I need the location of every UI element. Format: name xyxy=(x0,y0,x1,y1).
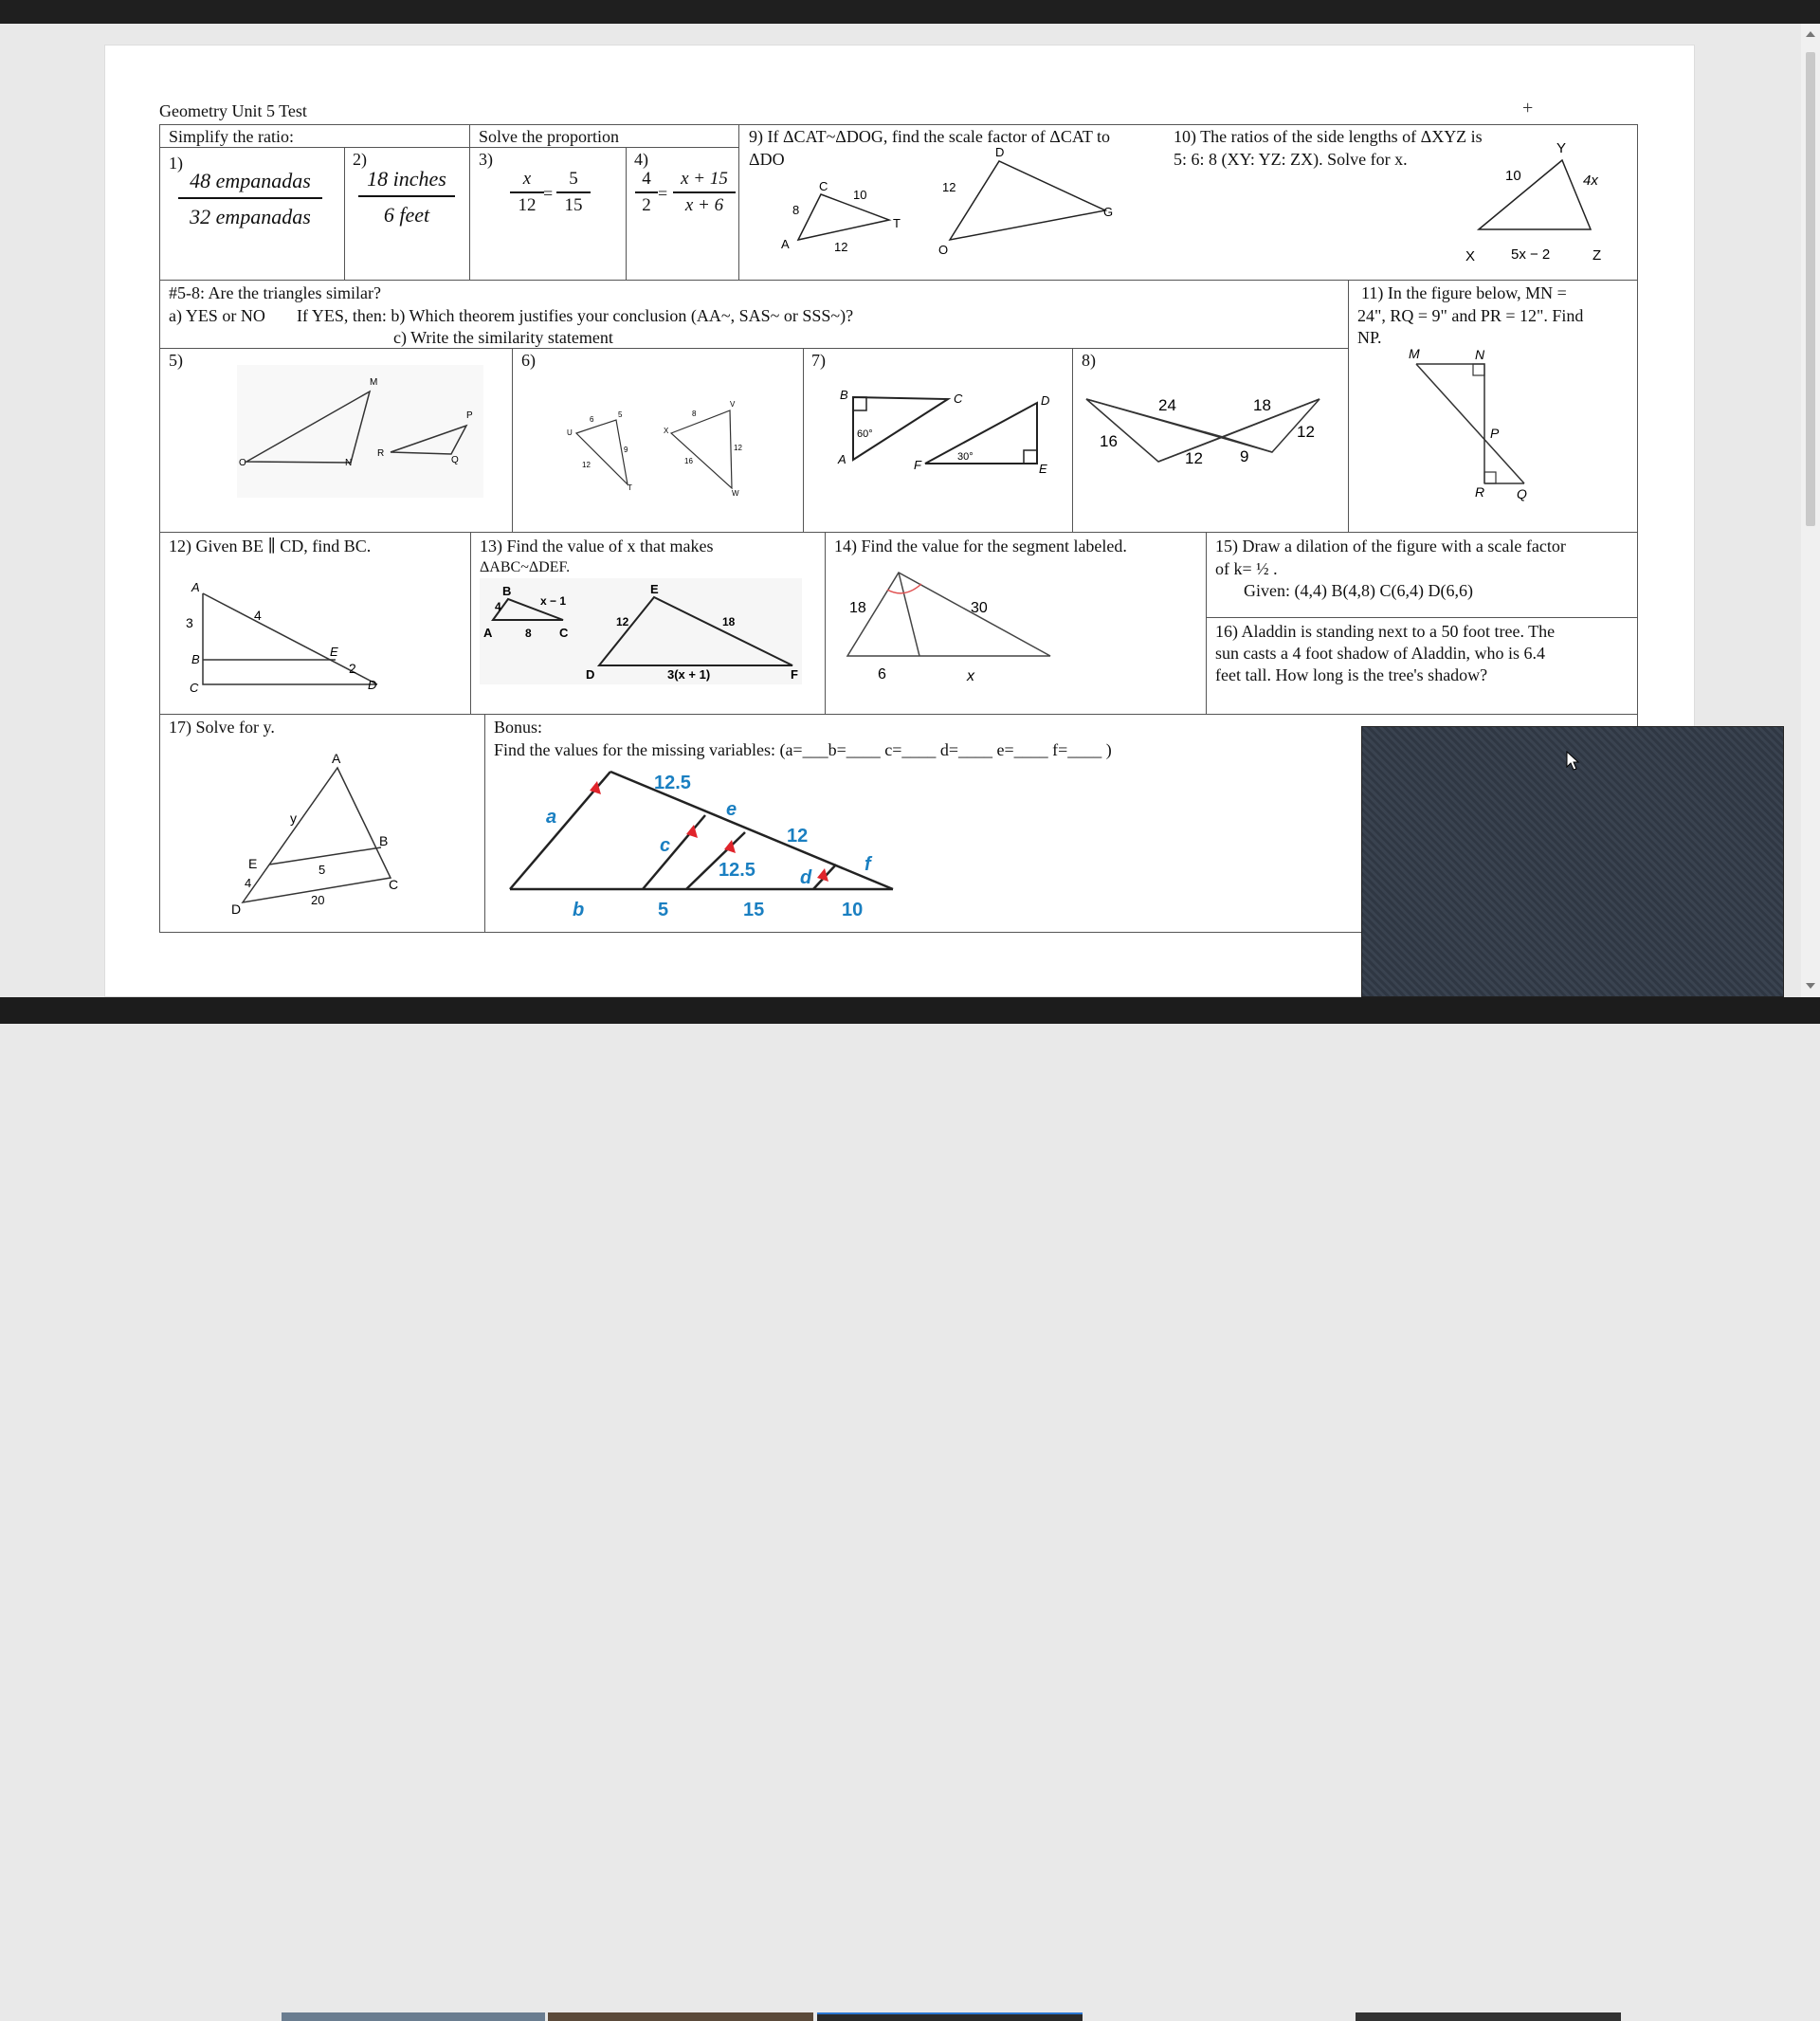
q14-label-6: 6 xyxy=(878,666,886,683)
bonus-value-125b: 12.5 xyxy=(719,860,755,881)
vertical-scrollbar[interactable] xyxy=(1801,24,1820,997)
taskbar-thumbnail-1[interactable] xyxy=(282,2012,545,2021)
simplify-header: Simplify the ratio: xyxy=(169,127,294,146)
q3-right-den: 15 xyxy=(564,195,583,215)
q7-label-b: B xyxy=(840,388,848,402)
q10-label-4x: 4x xyxy=(1583,173,1598,189)
bonus-parallel1 xyxy=(643,815,705,889)
q6-label-u: U xyxy=(567,428,573,437)
q4-left-num: 4 xyxy=(635,169,658,193)
q10-label-z: Z xyxy=(1592,247,1602,264)
taskbar-thumbnail-3[interactable] xyxy=(817,2012,1083,2021)
q17-label-4: 4 xyxy=(245,876,252,890)
q13-text-line2: ΔABC~ΔDEF. xyxy=(480,559,571,575)
q4-equals: = xyxy=(658,184,668,203)
q3-left-den: 12 xyxy=(518,195,537,215)
q6-label-8: 8 xyxy=(692,410,697,418)
q17-figure xyxy=(228,749,417,919)
q3-left-num: x xyxy=(510,169,544,193)
q9-label-12b: 12 xyxy=(942,180,956,194)
q1-number: 1) xyxy=(169,154,183,173)
q4-right-fraction xyxy=(673,169,736,216)
q12-text: 12) Given BE ∥ CD, find BC. xyxy=(169,537,372,555)
q5-label-m: M xyxy=(370,377,378,388)
q13-label-f: F xyxy=(791,667,798,682)
document-title: Geometry Unit 5 Test xyxy=(159,101,307,120)
q5-number: 5) xyxy=(169,351,183,370)
q10-text-line2: 5: 6: 8 (XY: YZ: ZX). Solve for x. xyxy=(1174,150,1408,169)
q12-label-c: C xyxy=(190,681,199,695)
q7-label-f: F xyxy=(914,458,921,472)
q16-text-line2: sun casts a 4 foot shadow of Aladdin, who is 6.4 xyxy=(1215,644,1545,663)
q13-figure xyxy=(480,578,802,684)
row2-header-line1: #5-8: Are the triangles similar? xyxy=(169,283,381,302)
q8-label-12b: 12 xyxy=(1297,423,1315,441)
q5-triangles-figure xyxy=(237,365,483,498)
triangle-ut xyxy=(576,420,628,484)
q13-label-base: 3(x + 1) xyxy=(667,667,711,682)
bonus-value-15: 15 xyxy=(743,900,765,920)
q5-label-o: O xyxy=(239,458,246,468)
q12-label-4: 4 xyxy=(254,608,262,623)
q12-label-2: 2 xyxy=(349,661,356,676)
row2-header-line3: c) Write the similarity statement xyxy=(393,328,613,347)
scrollbar-thumb[interactable] xyxy=(1806,52,1815,526)
q2-ratio xyxy=(358,167,455,228)
q3-cell xyxy=(470,148,627,282)
q10-text-line1: 10) The ratios of the side lengths of ΔXYZ is xyxy=(1174,127,1483,146)
q17-label-a: A xyxy=(332,751,341,766)
q12-figure xyxy=(178,574,387,698)
q11-text-line1: 11) In the figure below, MN = xyxy=(1361,283,1567,302)
q6-label-w: W xyxy=(732,489,739,498)
q8-triangles-figure xyxy=(1083,384,1338,488)
taskbar-thumbnail-4[interactable] xyxy=(1356,2012,1621,2021)
taskbar-thumbnail-2[interactable] xyxy=(548,2012,813,2021)
q6-label-v: V xyxy=(730,400,736,409)
q9-label-a: A xyxy=(781,237,790,251)
bonus-label-c: c xyxy=(660,835,671,856)
q13-label-b: B xyxy=(502,584,512,598)
q17-triangle xyxy=(243,768,391,902)
q10-label-y: Y xyxy=(1556,140,1567,156)
q9-label-d: D xyxy=(995,145,1005,159)
q8-label-12: 12 xyxy=(1185,449,1203,467)
bonus-value-12: 12 xyxy=(787,826,809,847)
q7-label-c: C xyxy=(954,391,963,406)
q11-label-r: R xyxy=(1475,484,1485,500)
q6-label-6: 6 xyxy=(590,415,594,424)
q13-label-a: A xyxy=(483,626,493,640)
q1-denominator: 32 empanadas xyxy=(190,205,311,228)
q9-text-line2: ΔDO xyxy=(749,150,785,169)
triangle-dog xyxy=(950,161,1105,240)
bonus-text: Find the values for the missing variables: (a=___b=____ c=____ d=____ e=____ f=____ ) xyxy=(494,740,1112,759)
q12-label-e: E xyxy=(330,645,338,659)
q12-label-a: A xyxy=(191,580,200,594)
q3-left-fraction xyxy=(510,169,544,216)
bonus-title: Bonus: xyxy=(494,718,543,737)
q12-label-d: D xyxy=(368,678,377,692)
q7-label-a: A xyxy=(838,452,846,466)
q11-text-line3: NP. xyxy=(1357,328,1382,347)
q8-label-9: 9 xyxy=(1240,447,1249,465)
q9-label-8: 8 xyxy=(792,203,800,217)
q5-label-r: R xyxy=(377,448,385,459)
q7-label-e: E xyxy=(1039,462,1047,476)
q4-number: 4) xyxy=(634,150,648,169)
q7-triangles-figure xyxy=(834,384,1062,479)
q10-label-base: 5x − 2 xyxy=(1511,246,1551,263)
q11-figure xyxy=(1403,343,1536,504)
q14-label-30: 30 xyxy=(971,600,988,616)
q14-figure xyxy=(834,565,1062,688)
q16-text-line3: feet tall. How long is the tree's shadow? xyxy=(1215,665,1488,684)
q14-triangle xyxy=(847,573,1050,656)
q10-label-10: 10 xyxy=(1505,168,1521,184)
q3-right-num: 5 xyxy=(556,169,591,193)
q17-label-b: B xyxy=(379,833,389,848)
q11-label-m: M xyxy=(1409,346,1420,361)
bonus-figure xyxy=(502,766,910,927)
q11-text-line2: 24", RQ = 9" and PR = 12". Find xyxy=(1357,306,1584,325)
q17-label-d: D xyxy=(231,901,242,917)
q5-label-n: N xyxy=(345,458,353,468)
bonus-value-10: 10 xyxy=(842,900,864,920)
q15-text-line3: Given: (4,4) B(4,8) C(6,4) D(6,6) xyxy=(1244,581,1473,600)
q3-right-fraction xyxy=(556,169,591,216)
q1-numerator: 48 empanadas xyxy=(178,169,322,199)
add-icon[interactable]: + xyxy=(1522,98,1534,118)
q13-label-x1: x − 1 xyxy=(540,594,567,608)
q7-label-30: 30° xyxy=(957,451,974,463)
q5-label-q: Q xyxy=(451,455,459,465)
q14-label-x: x xyxy=(967,668,974,684)
bonus-label-b: b xyxy=(573,900,585,920)
q6-label-t: T xyxy=(628,483,632,492)
q2-numerator: 18 inches xyxy=(358,167,455,197)
q6-number: 6) xyxy=(521,351,536,370)
q7-label-60: 60° xyxy=(857,428,873,440)
q1-ratio xyxy=(178,169,322,229)
q13-text-line1: 13) Find the value of x that makes xyxy=(480,537,714,555)
bonus-label-a: a xyxy=(546,807,557,828)
q13-label-18: 18 xyxy=(722,615,736,628)
q9-triangles-figure xyxy=(775,142,1117,261)
q3-number: 3) xyxy=(479,150,493,169)
q17-label-e: E xyxy=(248,856,258,871)
q8-label-24: 24 xyxy=(1158,396,1176,414)
scroll-up-icon[interactable] xyxy=(1806,31,1815,37)
q11-label-n: N xyxy=(1475,347,1485,362)
q9-label-c: C xyxy=(819,179,828,193)
proportion-header: Solve the proportion xyxy=(479,127,619,146)
q4-right-den: x + 6 xyxy=(684,195,724,215)
q13-label-4: 4 xyxy=(495,600,501,613)
q17-label-y: y xyxy=(290,810,297,826)
q4-right-num: x + 15 xyxy=(673,169,736,193)
triangle-xyz xyxy=(1479,160,1591,229)
q17-text: 17) Solve for y. xyxy=(169,718,275,737)
q2-number: 2) xyxy=(353,150,367,169)
q9-label-t: T xyxy=(893,216,901,230)
bonus-value-5: 5 xyxy=(658,900,669,920)
q10-label-x: X xyxy=(1465,248,1476,264)
q6-label-x: X xyxy=(664,427,669,435)
q17-label-20: 20 xyxy=(311,893,325,907)
q15-text-line2: of k= ½ . xyxy=(1215,559,1278,578)
bonus-label-d: d xyxy=(800,867,812,888)
q16-text-line1: 16) Aladdin is standing next to a 50 foot tree. The xyxy=(1215,622,1556,641)
q5-label-p: P xyxy=(466,410,473,421)
q4-left-fraction xyxy=(635,169,658,216)
q17-label-c: C xyxy=(389,877,399,892)
q13-label-e: E xyxy=(650,582,659,596)
q8-label-18: 18 xyxy=(1253,396,1271,414)
mouse-cursor-icon xyxy=(1566,751,1581,772)
q11-lines xyxy=(1416,364,1484,483)
row2-header-line2b: If YES, then: b) Which theorem justifies your conclusion (AA~, SAS~ or SSS~)? xyxy=(297,306,854,325)
q13-label-12: 12 xyxy=(616,615,629,628)
triangle-cat xyxy=(798,194,889,240)
q9-label-12: 12 xyxy=(834,240,848,254)
q2-denominator: 6 feet xyxy=(383,203,430,227)
q8-label-16: 16 xyxy=(1100,432,1118,450)
q14-bisector xyxy=(899,573,919,656)
q12-label-3: 3 xyxy=(186,615,193,630)
q9-label-10: 10 xyxy=(853,188,867,202)
q9-label-o: O xyxy=(938,243,949,257)
row2-header-line2a: a) YES or NO xyxy=(169,306,265,325)
q7-number: 7) xyxy=(811,351,826,370)
q17-label-5: 5 xyxy=(318,863,326,877)
q10-triangle-figure xyxy=(1460,137,1630,270)
q9-label-g: G xyxy=(1103,205,1114,219)
q12-label-b: B xyxy=(191,652,200,666)
bonus-label-e: e xyxy=(726,799,737,820)
q6-label-12: 12 xyxy=(582,461,591,469)
q14-label-18: 18 xyxy=(849,600,866,616)
bonus-value-125a: 12.5 xyxy=(654,773,691,793)
q7-label-d: D xyxy=(1041,393,1050,408)
q8-number: 8) xyxy=(1082,351,1096,370)
q6-label-12b: 12 xyxy=(734,444,742,452)
q11-label-p: P xyxy=(1490,426,1500,441)
q13-label-8: 8 xyxy=(525,627,532,640)
q9-text-line1: 9) If ΔCAT~ΔDOG, find the scale factor of ΔCAT to xyxy=(749,127,1111,146)
bottom-taskbar xyxy=(0,997,1820,1024)
q6-label-5: 5 xyxy=(618,410,623,419)
bonus-label-f: f xyxy=(864,854,871,875)
triangle-xvw xyxy=(671,410,732,488)
q6-label-16: 16 xyxy=(684,457,693,465)
bowtie-cross2 xyxy=(1158,399,1320,462)
q11-label-q: Q xyxy=(1517,486,1527,501)
q3-equals: = xyxy=(543,184,554,203)
top-bar xyxy=(0,0,1820,24)
q6-triangles-figure xyxy=(559,393,749,498)
q6-label-9: 9 xyxy=(624,446,628,454)
q13-label-c: C xyxy=(559,626,569,640)
q4-left-den: 2 xyxy=(642,195,651,215)
q15-text-line1: 15) Draw a dilation of the figure with a scale factor xyxy=(1215,537,1566,555)
scroll-down-icon[interactable] xyxy=(1806,983,1815,989)
triangle-def xyxy=(925,403,1037,464)
q14-text: 14) Find the value for the segment labeled. xyxy=(834,537,1127,555)
q13-label-d: D xyxy=(586,667,595,682)
